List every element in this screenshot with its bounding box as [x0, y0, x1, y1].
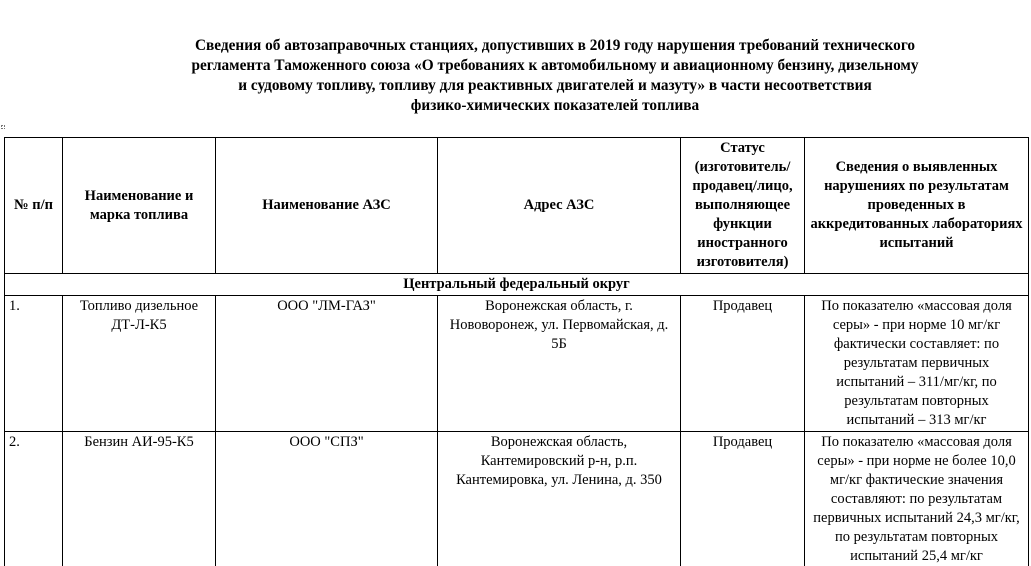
- document-title: [100, 36, 1010, 116]
- cell-fuel: Бензин АИ-95-К5: [63, 432, 216, 566]
- header-violations: Сведения о выявленных нарушениях по результатам проведенных в аккредитованных лабораториях испытаний: [805, 138, 1029, 274]
- header-fuel: Наименование и марка топлива: [63, 138, 216, 274]
- cell-violations: По показателю «массовая доля серы» - при норме не более 10,0 мг/кг фактические значения составляют: по результатам первичных испытаний 24,3 мг/кг, по результатам повторных испытаний 25,4 мг/кг: [805, 432, 1029, 566]
- title-line: и судовому топливу, топливу для реактивных двигателей и мазуту» в части несоответствия: [238, 77, 872, 94]
- cell-num: 1.: [5, 296, 63, 432]
- cell-station: ООО "СПЗ": [216, 432, 438, 566]
- table-anchor-marker: [1, 125, 5, 129]
- region-label: Центральный федеральный округ: [5, 274, 1029, 296]
- cell-fuel: Топливо дизельное ДТ-Л-К5: [63, 296, 216, 432]
- header-status: Статус (изготовитель/ продавец/лицо, выполняющее функции иностранного изготовителя): [681, 138, 805, 274]
- cell-station: ООО "ЛМ-ГАЗ": [216, 296, 438, 432]
- violations-table: [4, 137, 1029, 566]
- cell-status: Продавец: [681, 432, 805, 566]
- cell-violations: По показателю «массовая доля серы» - при норме 10 мг/кг фактически составляет: по результатам первичных испытаний – 311/мг/кг, по результатам повторных испытаний – 313 мг/кг: [805, 296, 1029, 432]
- table-header-row: [5, 138, 1029, 274]
- header-station: Наименование АЗС: [216, 138, 438, 274]
- cell-num: 2.: [5, 432, 63, 566]
- cell-address: Воронежская область, г. Нововоронеж, ул. Первомайская, д. 5Б: [438, 296, 681, 432]
- header-num: № п/п: [5, 138, 63, 274]
- table-row: [5, 432, 1029, 566]
- cell-address: Воронежская область, Кантемировский р-н, р.п. Кантемировка, ул. Ленина, д. 350: [438, 432, 681, 566]
- title-line: регламента Таможенного союза «О требованиях к автомобильному и авиационному бензину, дизельному: [191, 57, 919, 74]
- title-line: физико-химических показателей топлива: [410, 97, 700, 114]
- table-row: [5, 296, 1029, 432]
- region-row: [5, 274, 1029, 296]
- title-line: Сведения об автозаправочных станциях, допустивших в 2019 году нарушения требований технического: [194, 37, 916, 54]
- cell-status: Продавец: [681, 296, 805, 432]
- header-address: Адрес АЗС: [438, 138, 681, 274]
